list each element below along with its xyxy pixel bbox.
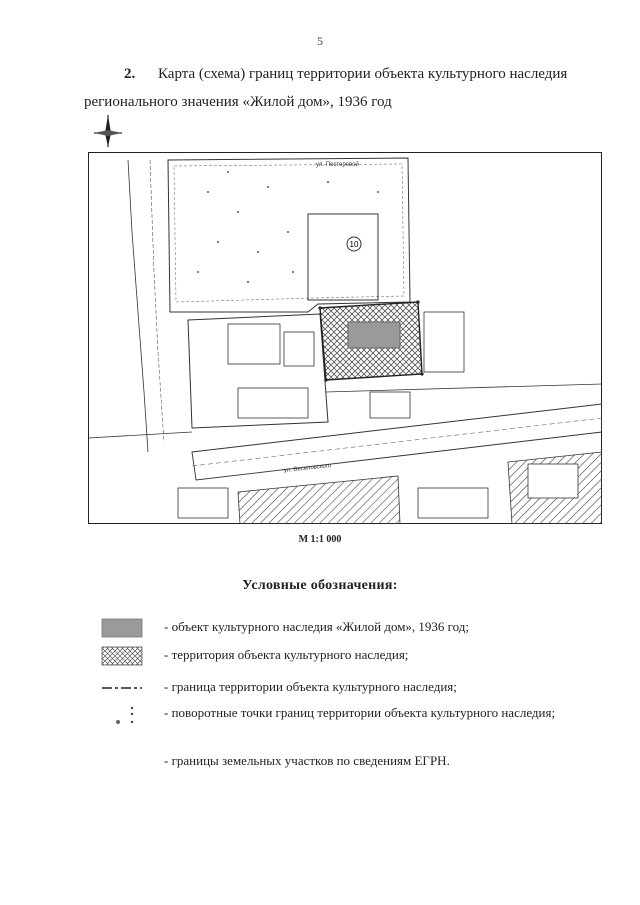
legend-text: - поворотные точки границ территории объекта культурного наследия; <box>164 705 556 720</box>
legend-text: - территория объекта культурного наследия; <box>164 647 409 662</box>
page-number: 5 <box>317 34 323 48</box>
heading <box>84 60 604 116</box>
compass-icon <box>93 113 123 149</box>
heritage-object <box>348 322 400 348</box>
legend-text: - объект культурного наследия «Жилой дом», 1936 год; <box>164 619 470 634</box>
object-number: 10 <box>349 240 359 249</box>
cadastral-map <box>88 152 602 524</box>
egrn-line-icon <box>100 752 144 772</box>
heading-text: Карта (схема) границ территории объекта культурного наследия регионального значения «Жилой дом», 1936 год <box>84 66 568 110</box>
turn-points-icon <box>100 704 144 732</box>
object-fill-icon <box>100 618 144 638</box>
map-scale: М 1:1 000 <box>298 534 342 545</box>
boundary-dash-icon <box>100 678 144 698</box>
territory-hatch-icon <box>100 646 144 666</box>
street-label-top: ул. Пестеревой <box>316 162 359 168</box>
street-label-bottom: ул. Веселовского <box>283 463 332 474</box>
legend-text: - границы земельных участков по сведениям ЕГРН. <box>164 753 450 768</box>
legend-text: - граница территории объекта культурного наследия; <box>164 679 457 694</box>
legend-title: Условные обозначения: <box>242 578 398 593</box>
heading-number: 2. <box>124 66 136 82</box>
